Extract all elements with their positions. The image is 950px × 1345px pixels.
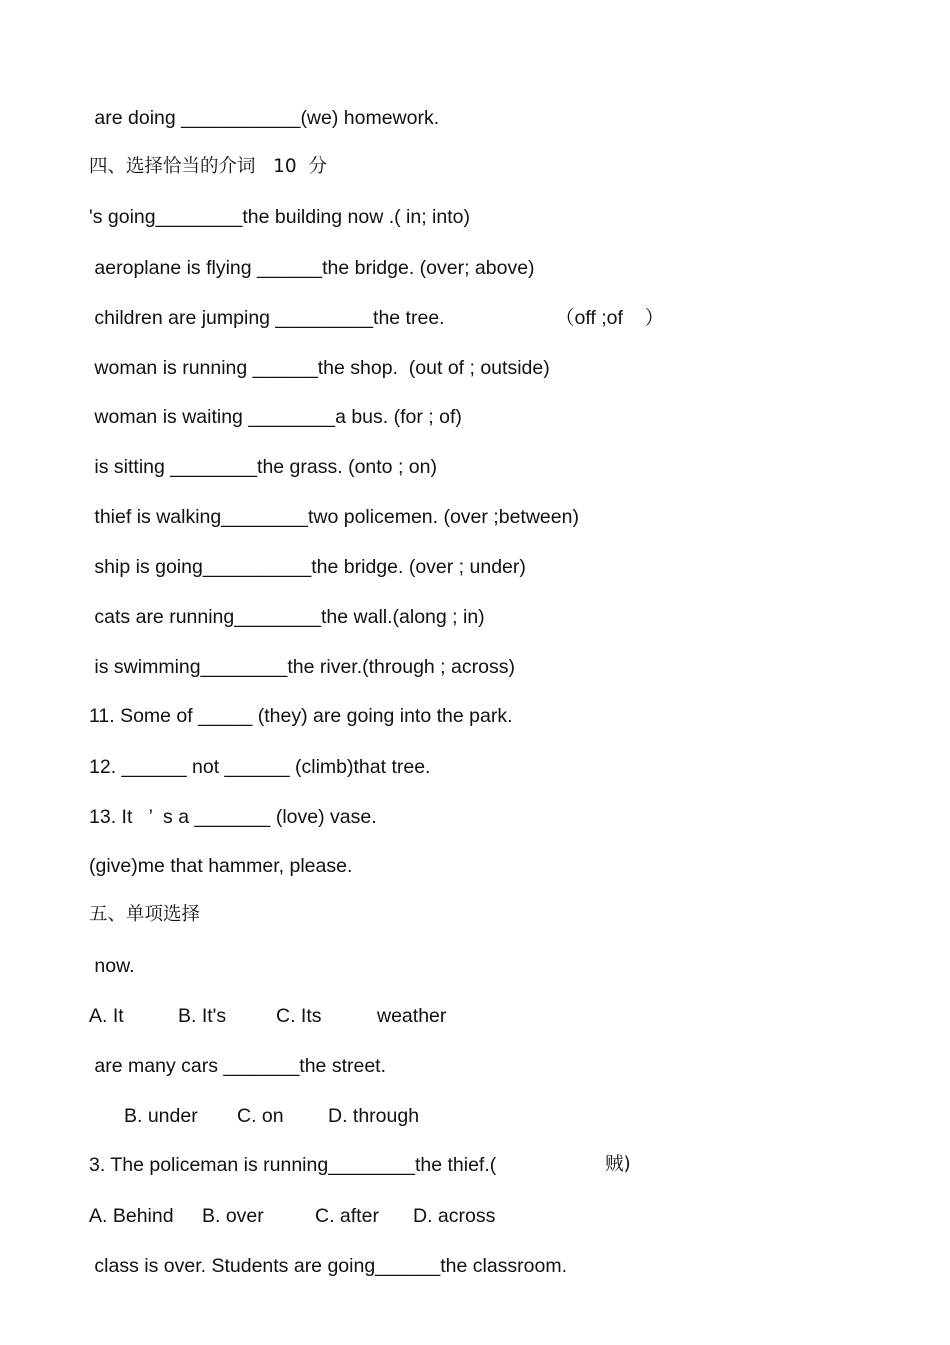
text-line: ship is going__________the bridge. (over ; under) bbox=[89, 556, 526, 578]
text-line: woman is waiting ________a bus. (for ; of) bbox=[89, 406, 462, 428]
text-line: 3. The policeman is running________the thief.( bbox=[89, 1154, 497, 1176]
text-line: class is over. Students are going______the classroom. bbox=[89, 1255, 568, 1277]
text-line: thief is walking________two policemen. (over ;between) bbox=[89, 506, 579, 528]
section-heading: 四、选择恰当的介词 10 分 bbox=[89, 156, 327, 177]
text-line: now. bbox=[89, 955, 135, 977]
option-b: B. under bbox=[124, 1105, 198, 1127]
option-c: C. after bbox=[315, 1205, 379, 1227]
text-line: 's going________the building now .( in; into) bbox=[89, 206, 470, 228]
option-b: B. It's bbox=[178, 1005, 227, 1027]
option-c: C. Its bbox=[276, 1005, 322, 1027]
text-line: aeroplane is flying ______the bridge. (over; above) bbox=[89, 257, 535, 279]
text-line: cats are running________the wall.(along ; in) bbox=[89, 606, 485, 628]
text-line: 12. ______ not ______ (climb)that tree. bbox=[89, 756, 431, 778]
option-c: C. on bbox=[237, 1105, 284, 1127]
text-line: 11. Some of _____ (they) are going into the park. bbox=[89, 705, 513, 727]
option-a: A. It bbox=[89, 1005, 124, 1027]
text-word: weather bbox=[377, 1005, 447, 1027]
option-d: D. through bbox=[328, 1105, 420, 1127]
text-line: is swimming________the river.(through ; across) bbox=[89, 656, 515, 678]
text-line: is sitting ________the grass. (onto ; on) bbox=[89, 456, 437, 478]
text-line-tail: 贼) bbox=[605, 1154, 631, 1175]
text-line: are many cars _______the street. bbox=[89, 1055, 387, 1077]
text-line: are doing ___________(we) homework. bbox=[89, 107, 440, 129]
option-d: D. across bbox=[413, 1205, 496, 1227]
option-a: A. Behind bbox=[89, 1205, 174, 1227]
section-heading: 五、单项选择 bbox=[89, 904, 201, 925]
text-line: 13. It ’ s a _______ (love) vase. bbox=[89, 806, 377, 828]
text-line: (give)me that hammer, please. bbox=[89, 855, 353, 877]
option-b: B. over bbox=[202, 1205, 264, 1227]
text-line-option: （off ;of ） bbox=[555, 307, 665, 329]
text-line: woman is running ______the shop. (out of ; outside) bbox=[89, 357, 550, 379]
text-line: children are jumping _________the tree. bbox=[89, 307, 445, 329]
